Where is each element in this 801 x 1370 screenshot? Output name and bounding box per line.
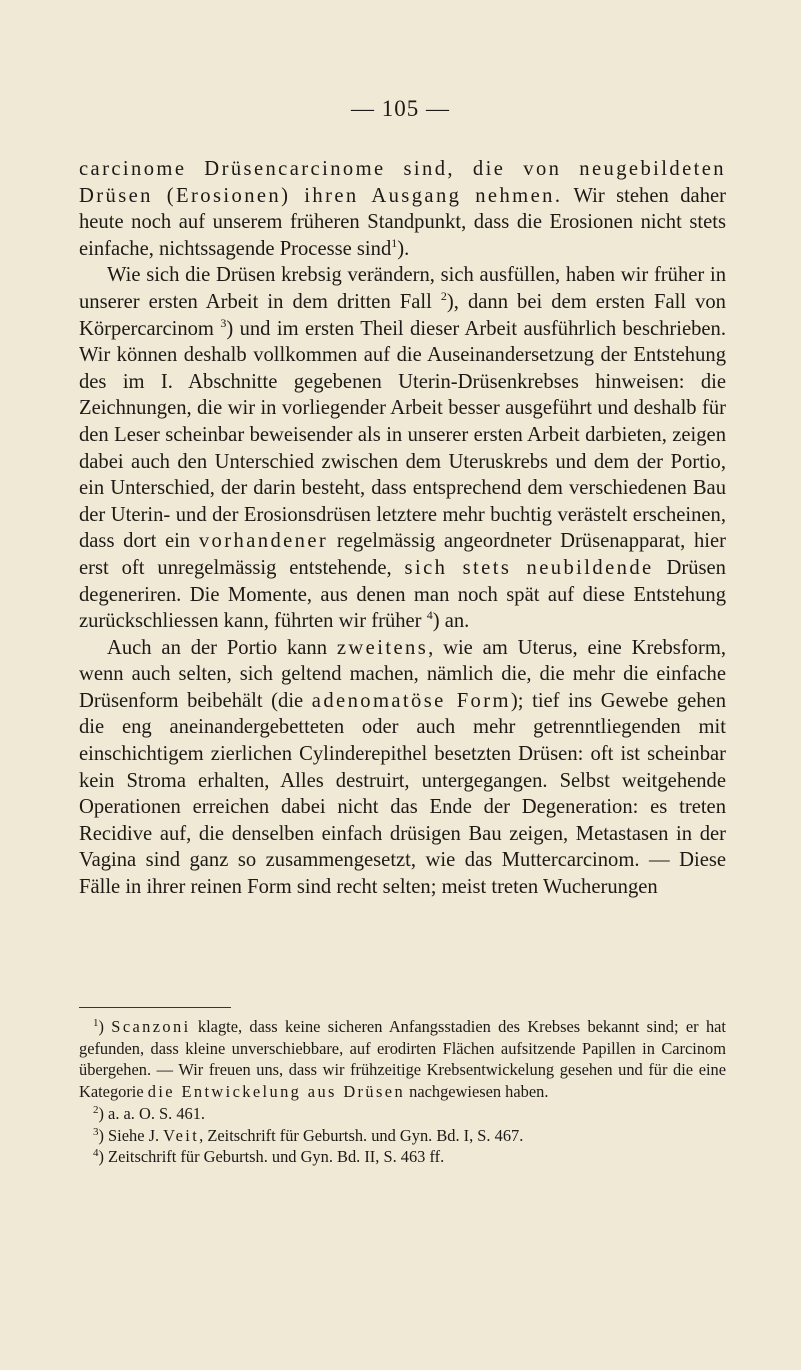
- paragraph-2: [79, 262, 726, 634]
- author-name: Scanzoni: [111, 1017, 191, 1036]
- spaced-text: sich stets neubildende: [404, 556, 654, 579]
- text-run: Drüsen degeneriren. Die Momente, aus denen man noch spät auf diese Entstehung zurückschliessen kann, führten wir früher: [79, 556, 726, 633]
- paragraph-1: [79, 156, 726, 262]
- text-run: ) a. a. O. S. 461.: [98, 1103, 206, 1123]
- footnote-4: [79, 1146, 726, 1168]
- text-run: ) Siehe J.: [98, 1125, 164, 1145]
- text-run: Wie sich die Drüsen krebsig verändern, sich ausfüllen, haben wir früher in unserer ersten Arbeit in dem dritten Fall: [79, 264, 726, 313]
- text-run: nachgewiesen haben.: [405, 1082, 549, 1102]
- text-run: ); tief ins Gewebe gehen die eng aneinandergebetteten oder auch mehr getrenntliegenden mit einschichtigem zierlichen Cylinderepithel besetzten Drüsen: oft ist scheinbar kein Stroma erhalten, Alles destruirt, untergegangen. Selbst weitgehende Operationen erreichen dabei nicht das Ende der Degeneration: es treten Recidive auf, die denselben einfach drüsigen Bau zeigen, Metastasen in der Vagina sind ganz so zusammengesetzt, wie das Muttercarcinom. — Diese Fälle in ihrer reinen Form sind recht selten; meist treten Wucherungen: [79, 689, 726, 899]
- footnote-divider: [79, 1007, 231, 1008]
- spaced-text: adenomatöse Form: [311, 689, 511, 712]
- footnote-ref: 2: [440, 288, 447, 303]
- footnote-1: $^1$) Scanzoni klagte, dass keine sicheren Anfangsstadien des Krebses bekannt sind; er hat gefunden, dass kleine unverschiebbare, auf erodirten Flächen aufsitzende Papillen in Carcinom übergehen. — Wir freuen uns, dass wir frühzeitige Krebsentwickelung gesehen und für die eine Kategorie die Entwickelung aus Drüsen nachgewiesen haben.: [79, 1017, 726, 1102]
- footnote-ref: 1: [391, 235, 398, 250]
- text-run: ) und im ersten Theil dieser Arbeit ausführlich beschrieben. Wir können deshalb vollkommen auf die Auseinandersetzung der Entstehung des im I. Abschnitte gegebenen Uterin-Drüsenkrebses hinweisen: die Zeichnungen, die wir in vorliegender Arbeit besser ausgeführt und deshalb für den Leser scheinbar beweisender als in unserer ersten Arbeit darbieten, zeigen dabei auch den Unterschied zwischen dem Uteruskrebs und dem der Portio, ein Unterschied, der darin besteht, dass entsprechend dem verschiedenen Bau der Uterin- und der Erosionsdrüsen letztere mehr buchtig verästelt erscheinen, dass dort ein: [79, 317, 727, 553]
- page-number: — 105 —: [351, 96, 450, 121]
- spaced-text: carcinome Drüsencarcinome sind, die von neugebildeten: [79, 158, 726, 180]
- footnote-ref: 3: [220, 315, 227, 330]
- spaced-text: vorhandener: [198, 530, 329, 553]
- text-run: klagte, dass keine sicheren Anfangsstadien des Krebses bekannt sind; er hat gefunden, dass kleine unverschiebbare, auf erodirten Flächen aufsitzende Papillen in Carcinom übergehen. — Wir freuen uns, dass wir frühzeitige Krebsentwickelung gesehen und für die eine Kategorie: [79, 1017, 726, 1102]
- paragraph-3: [79, 635, 726, 901]
- text-run: regelmässig angeordneter Drüsenapparat, hier erst oft unregelmässig entstehende,: [79, 530, 727, 579]
- footnote-mark: 4: [93, 1147, 99, 1160]
- footnote-mark: 2: [93, 1103, 99, 1116]
- text-run: , wie am Uterus, eine Krebsform, wenn auch selten, sich geltend machen, nämlich die, die mehr die einfache Drüsenform beibehält (die: [79, 636, 726, 712]
- text-run: ), dann bei dem ersten Fall von Körpercarcinom: [79, 290, 726, 340]
- text-run: , Zeitschrift für Geburtsh. und Gyn. Bd. I, S. 467.: [199, 1125, 524, 1145]
- text-run: ).: [397, 237, 410, 260]
- text-run: Wir stehen daher heute noch auf unserem früheren Standpunkt, dass die Erosionen nicht stets einfache, nichtssagende Processe sind: [79, 184, 726, 260]
- text-run: ) an.: [432, 610, 470, 633]
- footnote-mark: 3: [93, 1125, 99, 1138]
- text-run: ) Zeitschrift für Geburtsh. und Gyn. Bd. II, S. 463 ff.: [98, 1147, 445, 1167]
- footnote-2: [79, 1103, 726, 1125]
- text-run: Auch an der Portio kann: [107, 636, 337, 659]
- spaced-text: Drüsen (Erosionen) ihren Ausgang nehmen.: [79, 184, 563, 207]
- footnote-ref: 4: [426, 608, 433, 623]
- spaced-text: zweitens: [336, 636, 429, 659]
- footnote-mark: 1: [93, 1017, 99, 1029]
- author-name: Veit: [163, 1125, 200, 1145]
- footnote-3: [79, 1125, 726, 1147]
- main-text: [79, 156, 726, 901]
- spaced-text: die Entwickelung aus Drüsen: [147, 1082, 406, 1102]
- footnotes: [79, 1016, 726, 1168]
